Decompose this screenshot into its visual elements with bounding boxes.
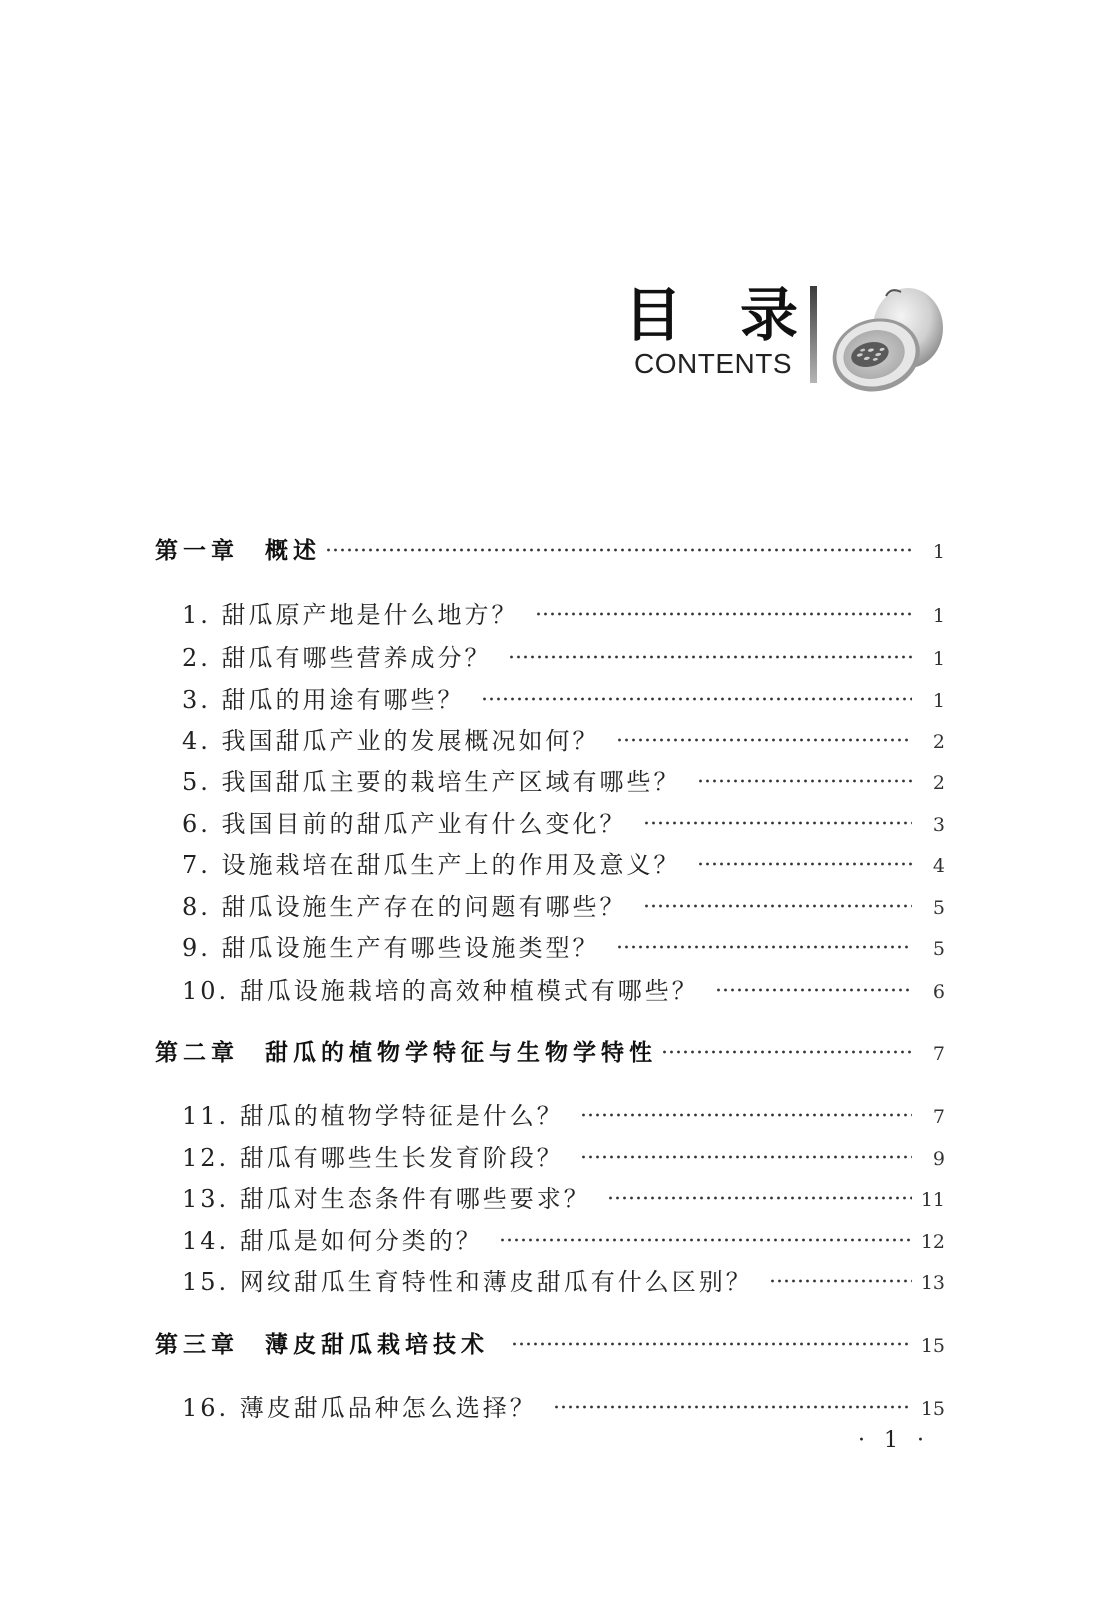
page-subtitle: CONTENTS (634, 348, 792, 379)
entry-text: 8. 甜瓜设施生产存在的问题有哪些？ (182, 892, 627, 921)
toc-entry (182, 1259, 945, 1299)
toc-chapter-3 (155, 1322, 945, 1362)
page-number: 2 (932, 772, 945, 794)
entry-text: 2. 甜瓜有哪些营养成分？ (182, 643, 492, 672)
page-number: 15 (920, 1335, 945, 1357)
dot-leader (580, 1093, 912, 1133)
page-number: 2 (932, 731, 945, 753)
folio-page-number: · 1 · (858, 1428, 930, 1453)
page-number: 1 (932, 690, 945, 712)
entry-text: 16. 薄皮甜瓜品种怎么选择？ (182, 1393, 537, 1422)
entry-text: 12. 甜瓜有哪些生长发育阶段？ (182, 1143, 564, 1172)
dot-leader (481, 677, 912, 717)
chapter-title: 概述 (265, 537, 321, 564)
page-number: 1 (932, 541, 945, 563)
dot-leader (553, 1385, 912, 1425)
page-number: 11 (920, 1189, 945, 1211)
entry-text: 4. 我国甜瓜产业的发展概况如何？ (182, 726, 600, 755)
toc-entry (182, 1093, 945, 1133)
toc-entry (182, 925, 945, 965)
page-title: 目 录 (624, 281, 799, 349)
toc-entry (182, 1135, 945, 1175)
toc-chapter-1 (155, 528, 945, 568)
dot-leader (769, 1259, 912, 1299)
dot-leader (616, 718, 912, 758)
dot-leader (697, 759, 912, 799)
dot-leader (535, 592, 912, 632)
dot-leader (508, 635, 912, 675)
entry-text: 9. 甜瓜设施生产有哪些设施类型？ (182, 933, 600, 962)
toc-entry (182, 884, 945, 924)
toc-entry (182, 718, 945, 758)
toc-entry (182, 801, 945, 841)
dot-leader (643, 884, 912, 924)
toc-entry (182, 1176, 945, 1216)
toc-entry (182, 1385, 945, 1425)
entry-text: 11. 甜瓜的植物学特征是什么？ (182, 1101, 564, 1130)
chapter-title: 甜瓜的植物学特征与生物学特性 (265, 1039, 657, 1066)
chapter-title: 薄皮甜瓜栽培技术 (265, 1331, 489, 1358)
entry-text: 1. 甜瓜原产地是什么地方？ (182, 600, 519, 629)
dot-leader (499, 1218, 912, 1258)
page-number: 3 (932, 814, 945, 836)
toc-entry (182, 592, 945, 632)
dot-leader (325, 528, 912, 568)
dot-leader (580, 1135, 912, 1175)
entry-text: 10. 甜瓜设施栽培的高效种植模式有哪些？ (182, 976, 699, 1005)
chapter-label: 第三章 (155, 1331, 239, 1358)
chapter-label: 第一章 (155, 537, 239, 564)
page-number: 9 (932, 1148, 945, 1170)
page-number: 7 (932, 1043, 945, 1065)
page-number: 7 (932, 1106, 945, 1128)
dot-leader (616, 925, 912, 965)
toc-entry (182, 842, 945, 882)
title-divider (810, 286, 817, 383)
dot-leader (643, 801, 912, 841)
dot-leader (715, 968, 912, 1008)
entry-text: 15. 网纹甜瓜生育特性和薄皮甜瓜有什么区别？ (182, 1267, 753, 1296)
toc-entry (182, 1218, 945, 1258)
page-number: 15 (920, 1398, 945, 1420)
page-number: 13 (920, 1272, 945, 1294)
page-number: 4 (932, 855, 945, 877)
toc-entry (182, 968, 945, 1008)
entry-text: 3. 甜瓜的用途有哪些？ (182, 685, 465, 714)
entry-text: 5. 我国甜瓜主要的栽培生产区域有哪些？ (182, 767, 681, 796)
toc-entry (182, 759, 945, 799)
page-number: 5 (932, 897, 945, 919)
page-number: 5 (932, 938, 945, 960)
page-number: 6 (932, 981, 945, 1003)
toc-chapter-2 (155, 1030, 945, 1070)
entry-text: 6. 我国目前的甜瓜产业有什么变化？ (182, 809, 627, 838)
dot-leader (511, 1322, 912, 1362)
entry-text: 7. 设施栽培在甜瓜生产上的作用及意义？ (182, 850, 681, 879)
melon-illustration (826, 282, 948, 394)
page-number: 12 (920, 1231, 945, 1253)
toc-entry (182, 677, 945, 717)
page-number: 1 (932, 648, 945, 670)
entry-text: 14. 甜瓜是如何分类的？ (182, 1226, 483, 1255)
page-number: 1 (932, 605, 945, 627)
toc-entry (182, 635, 945, 675)
dot-leader (661, 1030, 912, 1070)
chapter-label: 第二章 (155, 1039, 239, 1066)
entry-text: 13. 甜瓜对生态条件有哪些要求？ (182, 1184, 591, 1213)
dot-leader (607, 1176, 912, 1216)
dot-leader (697, 842, 912, 882)
